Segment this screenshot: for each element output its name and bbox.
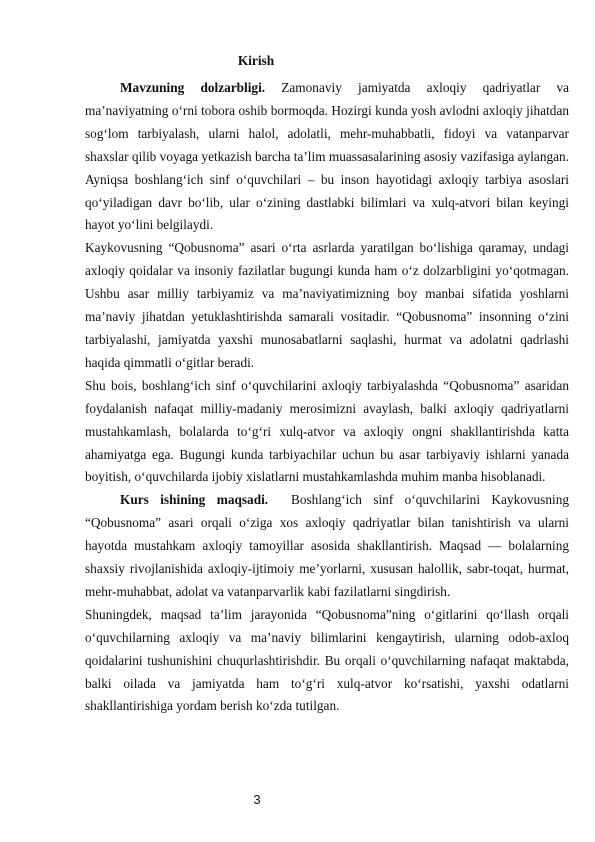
paragraph-text: Kaykovusning “Qobusnoma” asari o‘rta asrlarda yaratilgan bo‘lishiga qaramay, undagi axloqiy qoidalar va insoniy fazilatlar bugungi kunda ham o‘z dolzarbligini yo‘qotmagan. Ushbu asar milliy tarbiyamiz va ma’naviyatimizning boy manbai sifatida yoshlarni ma’naviy jihatdan yetuklashtirishda samarali vositadir. “Qobusnoma” insonning o‘zini tarbiyalashi, jamiyatda yaxshi munosabatlarni saqlashi, hurmat va adolatni qadrlashi haqida qimmatli o‘gitlar beradi. xyxy=(85,240,569,370)
paragraph-usage xyxy=(85,375,569,490)
paragraph-aim xyxy=(85,489,569,604)
paragraph-text: Boshlang‘ich sinf o‘quvchilarini Kaykovusning “Qobusnoma” asari orqali o‘ziga xos axloqiy qadriyatlar bilan tanishtirish va ularni hayotda mustahkam axloqiy tamoyillar asosida shakllantirish. Maqsad — bolalarning shaxsiy rivojlanishida axloqiy-ijtimoiy me’yorlarni, xususan halollik, sabr-toqat, hurmat, mehr-muhabbat, adolat va vatanparvarlik kabi fazilatlarni singdirish. xyxy=(85,492,569,599)
paragraph-text: Shuningdek, maqsad ta’lim jarayonida “Qobusnoma”ning o‘gitlarini qo‘llash orqali o‘quvchilarning axloqiy va ma’naviy bilimlarini kengaytirish, ularning odob-axloq qoidalarini tushunishini chuqurlashtirishdir. Bu orqali o‘quvchilarning nafaqat maktabda, balki oilada va jamiyatda ham to‘g‘ri xulq-atvor ko‘rsatishi, yaxshi odatlarni shakllantirishiga yordam berish ko‘zda tutilgan. xyxy=(85,606,569,714)
paragraph-lead: Kurs ishining maqsadi. xyxy=(120,492,269,508)
paragraph-aim-continued xyxy=(85,604,569,719)
paragraph-relevance xyxy=(85,77,569,237)
section-title: Kirish xyxy=(237,53,275,68)
paragraph-text: Zamonaviy jamiyatda axloqiy qadriyatlar va ma’naviyatning o‘rni tobora oshib bormoqda. Hozirgi kunda yosh avlodni axloqiy jihatdan sog‘lom tarbiyalash, ularni halol, adolatli, mehr-muhabbatli, fidoyi va vatanparvar shaxslar qilib voyaga yetkazish barcha ta’lim muassasalarining asosiy vazifasiga aylangan. Ayniqsa boshlang‘ich sinf o‘quvchilari – bu inson hayotidagi axloqiy tarbiya asoslari qo‘yiladigan davr bo‘lib, ular o‘zining dastlabki bilimlari va xulq-atvori bilan keyingi hayot yo‘lini belgilaydi. xyxy=(85,80,569,233)
page-number: 3 xyxy=(253,792,261,807)
paragraph-qobusnoma xyxy=(85,237,569,374)
paragraph-text: Shu bois, boshlang‘ich sinf o‘quvchilarini axloqiy tarbiyalashda “Qobusnoma” asaridan foydalanish nafaqat milliy-madaniy merosimizni avaylash, balki axloqiy qadriyatlarni mustahkamlash, bolalarda to‘g‘ri xulq-atvor va axloqiy ongni shakllantirishda katta ahamiyatga ega. Bugungi kunda tarbiyachilar uchun bu asar tarbiyaviy ishlarni yanada boyitish, o‘quvchilarda ijobiy xislatlarni mustahkamlashda muhim manba hisoblanadi. xyxy=(85,377,569,485)
paragraph-lead: Mavzuning dolzarbligi. xyxy=(120,80,266,95)
body-text xyxy=(85,77,569,718)
